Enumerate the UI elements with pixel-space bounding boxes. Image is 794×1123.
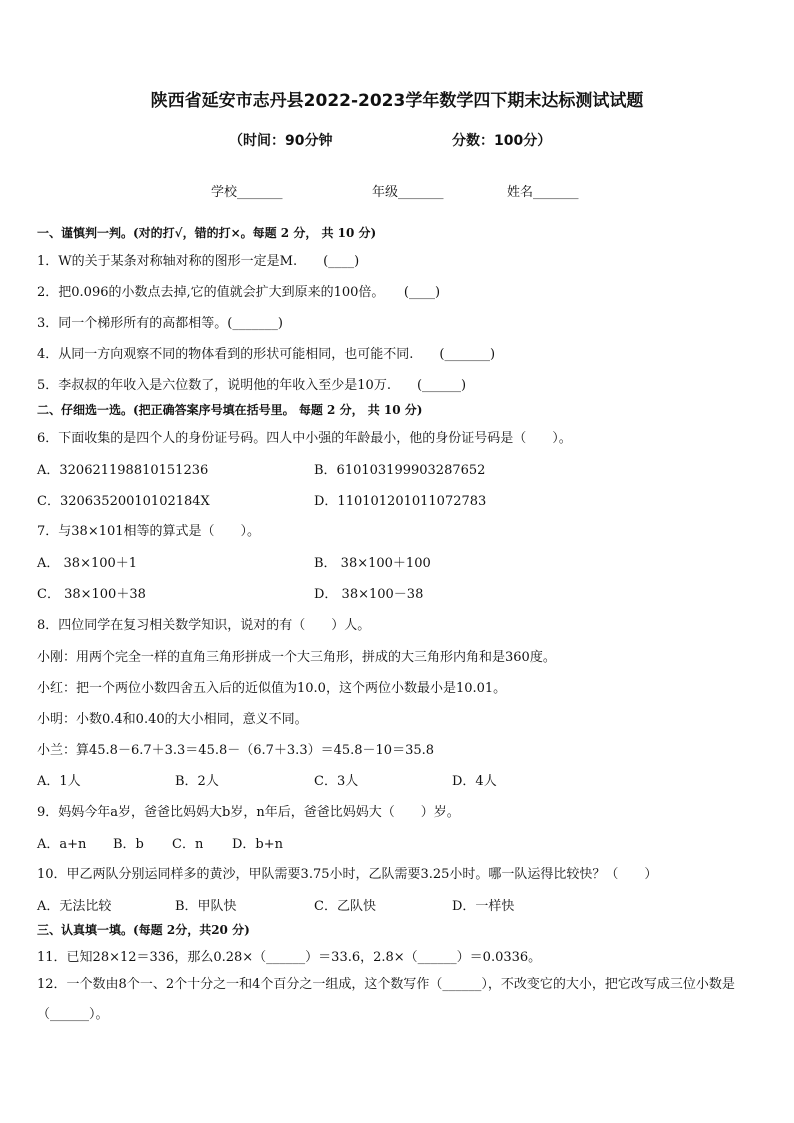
question-5: 5．李叔叔的年收入是六位数了，说明他的年收入至少是10万. (______) [37, 378, 467, 393]
q7-option-b: B． 38×100＋100 [314, 556, 431, 571]
question-4: 4．从同一方向观察不同的物体看到的形状可能相同，也可能不同. (_______) [37, 347, 496, 362]
q8-statement-4: 小兰：算45.8－6.7＋3.3＝45.8－（6.7＋3.3）＝45.8－10＝35.8 [37, 743, 435, 758]
q10-option-c: C．乙队快 [314, 899, 376, 914]
q8-option-c: C．3人 [314, 774, 359, 789]
q7-option-d: D． 38×100－38 [314, 587, 424, 602]
q8-option-a: A．1人 [37, 774, 81, 789]
q7-option-a: A． 38×100＋1 [37, 556, 138, 571]
question-10: 10．甲乙两队分别运同样多的黄沙，甲队需要3.75小时，乙队需要3.25小时。哪一队运得比较快？（ ） [37, 867, 658, 882]
exam-time: （时间：90分钟 [229, 133, 333, 149]
question-8: 8．四位同学在复习相关数学知识，说对的有（ ）人。 [37, 618, 371, 633]
q7-option-c: C． 38×100＋38 [37, 587, 146, 602]
section3-heading: 三、认真填一填。(每题 2分，共20 分) [37, 923, 250, 937]
q10-option-d: D．一样快 [452, 899, 515, 914]
q9-option-b: B．b [113, 837, 144, 852]
question-1: 1．W的关于某条对称轴对称的图形一定是M. (____) [37, 254, 360, 269]
page-title: 陕西省延安市志丹县2022-2023学年数学四下期末达标测试试题 [150, 91, 644, 111]
q6-option-d: D．110101201011072783 [314, 494, 487, 509]
q8-option-d: D．4人 [452, 774, 497, 789]
q9-option-d: D．b+n [232, 837, 284, 852]
q8-statement-2: 小红：把一个两位小数四舍五入后的近似值为10.0，这个两位小数最小是10.01。 [37, 681, 507, 696]
name-field: 姓名_______ [507, 185, 579, 200]
section2-heading: 二、仔细选一选。(把正确答案序号填在括号里。 每题 2 分， 共 10 分) [37, 403, 423, 417]
q9-option-c: C．n [172, 837, 204, 852]
q10-option-b: B．甲队快 [175, 899, 237, 914]
question-7: 7．与38×101相等的算式是（ ）。 [37, 524, 261, 539]
exam-score: 分数：100分） [452, 133, 552, 149]
question-12: 12．一个数由8个一、2个十分之一和4个百分之一组成，这个数写作（______），不改变它的大小，把它改写成三位小数是（______）。 [37, 977, 735, 1022]
q6-option-c: C．32063520010102184X [37, 494, 210, 509]
question-11: 11．已知28×12＝336，那么0.28×（______）＝33.6，2.8×（______）＝0.0336。 [37, 950, 542, 965]
question-6: 6．下面收集的是四个人的身份证号码。四人中小强的年龄最小，他的身份证号码是（ ）。 [37, 431, 572, 446]
q6-option-a: A．320621198810151236 [37, 463, 209, 478]
question-9: 9．妈妈今年a岁，爸爸比妈妈大b岁，n年后，爸爸比妈妈大（ ）岁。 [37, 805, 460, 820]
q6-option-b: B．610103199903287652 [314, 463, 486, 478]
q9-option-a: A．a+n [37, 837, 87, 852]
q8-option-b: B．2人 [175, 774, 219, 789]
q8-statement-1: 小刚：用两个完全一样的直角三角形拼成一个大三角形，拼成的大三角形内角和是360度。 [37, 650, 556, 665]
grade-field: 年级_______ [372, 185, 444, 200]
q8-statement-3: 小明：小数0.4和0.40的大小相同，意义不同。 [37, 712, 308, 727]
q10-option-a: A．无法比较 [37, 899, 112, 914]
question-2: 2．把0.096的小数点去掉,它的值就会扩大到原来的100倍。 (____) [37, 285, 441, 300]
section1-heading: 一、谨慎判一判。(对的打√，错的打×。每题 2 分， 共 10 分) [37, 226, 377, 240]
question-3: 3．同一个梯形所有的高都相等。(_______) [37, 316, 283, 331]
school-field: 学校_______ [211, 185, 283, 200]
